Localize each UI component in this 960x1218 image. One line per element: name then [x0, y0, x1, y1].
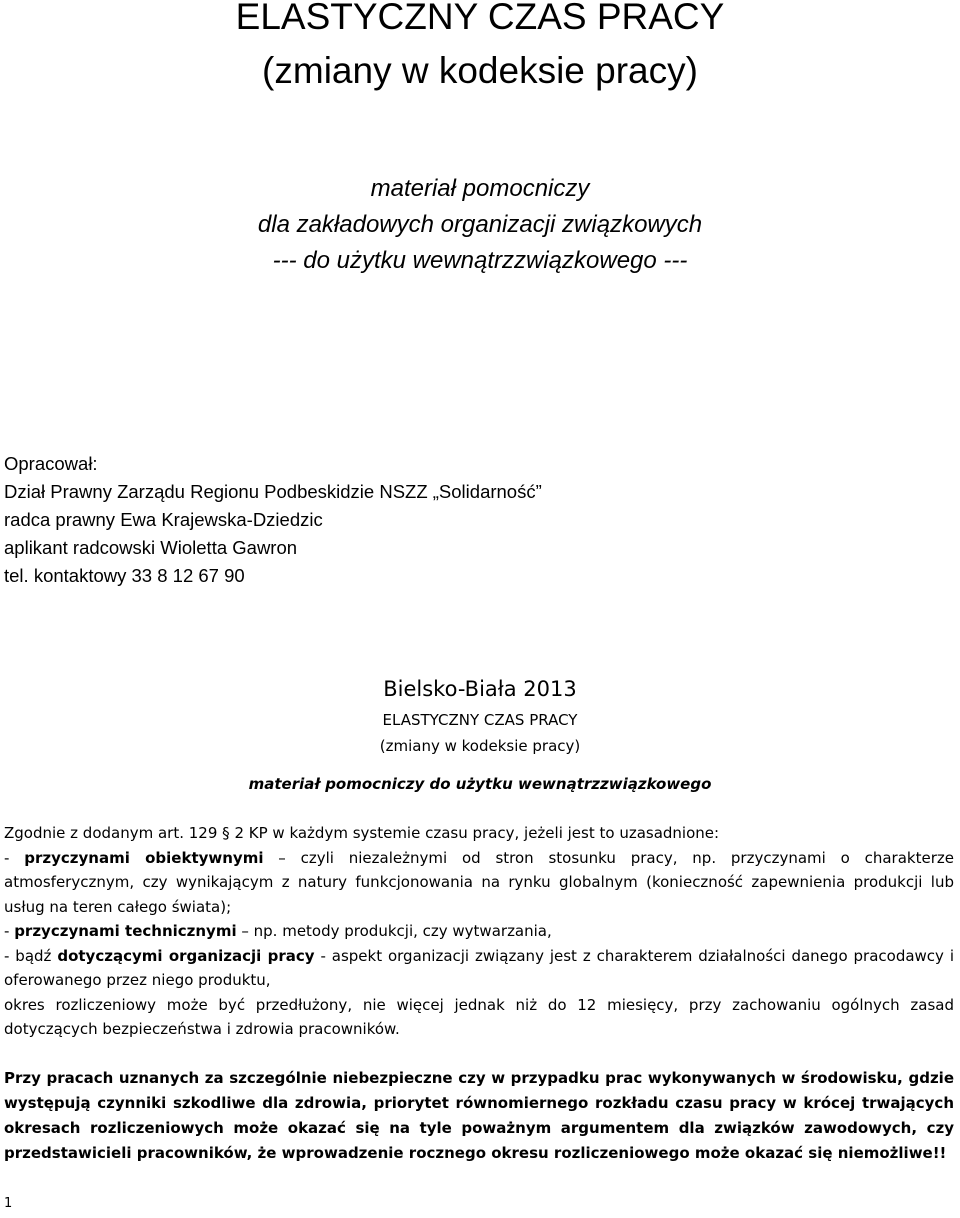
- document-title-subline: (zmiany w kodeksie pracy): [262, 50, 698, 91]
- list-item-organization: - bądź dotyczącymi organizacji pracy - aspekt organizacji związany jest z charakterem działalności danego pracodawcy i oferowanego przez niego produktu,: [4, 946, 954, 989]
- page-number: 1: [4, 1196, 13, 1211]
- body-paragraph: [4, 821, 954, 1042]
- intro-line: Zgodnie z dodanym art. 129 § 2 KP w każdym systemie czasu pracy, jeżeli jest to uzasadnione:: [4, 824, 720, 842]
- internal-use-label: --- do użytku wewnątrzzwiązkowego ---: [272, 247, 688, 274]
- section-sign: §: [222, 824, 230, 842]
- section-subtitle: (zmiany w kodeksie pracy): [379, 737, 581, 755]
- author-department: Dział Prawny Zarządu Regionu Podbeskidzie NSZZ „Solidarność”: [4, 481, 542, 502]
- conclusion-text: okres rozliczeniowy może być przedłużony, nie więcej jednak niż do 12 miesięcy, przy zachowaniu ogólnych zasad dotyczących bezpieczeństwa i zdrowia pracowników.: [4, 995, 954, 1038]
- author-legal-counsel: radca prawny Ewa Krajewska-Dziedzic: [4, 509, 323, 530]
- author-phone: tel. kontaktowy 33 8 12 67 90: [4, 565, 245, 586]
- place-and-year: Bielsko-Biała 2013: [383, 677, 577, 701]
- warning-paragraph: [4, 1066, 954, 1166]
- audience-label: dla zakładowych organizacji związkowych: [257, 211, 703, 238]
- section-title: ELASTYCZNY CZAS PRACY: [382, 711, 578, 729]
- document-title: ELASTYCZNY CZAS PRACY: [235, 0, 725, 37]
- list-item-objective: - przyczynami obiektywnymi – czyli niezależnymi od stron stosunku pracy, np. przyczynami o charakterze atmosferycznym, czy wynikającym z natury funkcjonowania na rynku globalnym (konieczność zapewnienia produkcji lub usług na teren całego świata);: [4, 848, 954, 916]
- section-note: materiał pomocniczy do użytku wewnątrzzwiązkowego: [248, 775, 712, 793]
- material-label: materiał pomocniczy: [370, 175, 590, 202]
- warning-text: Przy pracach uznanych za szczególnie niebezpieczne czy w przypadku prac wykonywanych w środowisku, gdzie występują czynniki szkodliwe dla zdrowia, priorytet równomiernego rozkładu czasu pracy w krócej trwających okresach rozliczeniowych może okazać się na tyle poważnym argumentem dla związków zawodowych, czy przedstawicieli pracowników, że wprowadzenie rocznego okresu rozliczeniowego może okazać się niemożliwe!!: [4, 1069, 954, 1162]
- author-block: [4, 450, 542, 590]
- author-trainee: aplikant radcowski Wioletta Gawron: [4, 537, 298, 558]
- list-item-technical: - przyczynami technicznymi – np. metody produkcji, czy wytwarzania,: [4, 922, 552, 940]
- author-label: Opracował:: [4, 453, 98, 474]
